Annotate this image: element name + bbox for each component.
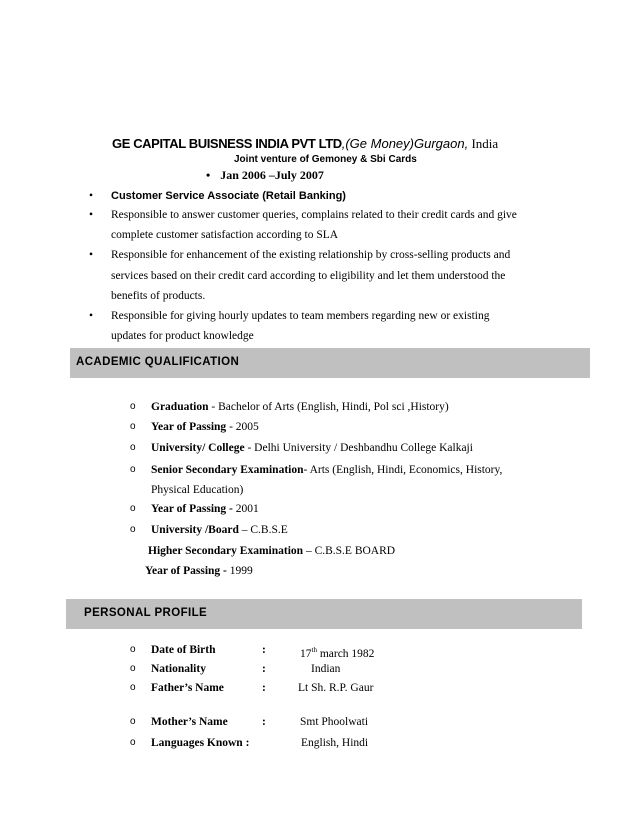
academic-value: - 2005 (226, 421, 259, 433)
academic-extra-line (148, 541, 395, 561)
profile-colon: : (262, 716, 266, 728)
academic-label: Higher Secondary Examination (148, 545, 304, 557)
responsibility-text: Responsible for enhancement of the existing relationship by cross-selling products and (111, 249, 511, 261)
company-name: GE CAPITAL BUISNESS INDIA PVT LTD (112, 136, 342, 151)
academic-label: University /Board (151, 524, 239, 536)
responsibility-text: complete customer satisfaction according to SLA (111, 229, 339, 241)
bullet-icon: • (89, 190, 94, 202)
circle-bullet-icon: o (130, 737, 136, 748)
responsibility-text: benefits of products. (111, 290, 206, 302)
circle-bullet-icon: o (130, 716, 136, 727)
academic-heading-bar (70, 348, 590, 378)
personal-heading: PERSONAL PROFILE (84, 607, 208, 619)
profile-row (130, 678, 430, 698)
profile-value: Lt Sh. R.P. Gaur (298, 682, 374, 694)
academic-value: Physical Education) (151, 484, 244, 496)
circle-bullet-icon: o (130, 524, 136, 535)
academic-value: - Delhi University / Deshbandhu College Kalkaji (244, 442, 473, 454)
profile-label: Mother’s Name (151, 716, 228, 728)
profile-value: 17th march 1982 (300, 646, 375, 660)
academic-value: – C.B.S.E (238, 524, 288, 536)
academic-extra-line (145, 561, 253, 581)
academic-label: Year of Passing - (145, 565, 227, 577)
company-country: India (468, 136, 499, 151)
profile-colon: : (262, 682, 266, 694)
responsibility-text: services based on their credit card according to eligibility and let them understood the (111, 270, 506, 282)
academic-heading: ACADEMIC QUALIFICATION (76, 356, 240, 368)
circle-bullet-icon: o (130, 421, 136, 432)
bullet-icon: • (89, 310, 94, 322)
academic-value: 1999 (226, 565, 253, 577)
profile-row (130, 640, 430, 660)
joint-venture-line: Joint venture of Gemoney & Sbi Cards (234, 154, 417, 165)
circle-bullet-icon: o (130, 401, 136, 412)
academic-value: - Bachelor of Arts (English, Hindi, Pol sci ,History) (208, 401, 449, 413)
profile-value: Indian (311, 663, 341, 675)
profile-label: Date of Birth (151, 644, 216, 656)
role-title: Customer Service Associate (Retail Banking) (111, 190, 346, 202)
profile-value: Smt Phoolwati (300, 716, 369, 728)
profile-row (130, 659, 430, 679)
academic-value: - Arts (English, Hindi, Economics, History, (303, 464, 503, 476)
responsibility-text: Responsible to answer customer queries, complains related to their credit cards and give (111, 209, 517, 221)
circle-bullet-icon: o (130, 682, 136, 693)
responsibility-text: Responsible for giving hourly updates to team members regarding new or existing (111, 310, 490, 322)
academic-value: – C.B.S.E BOARD (303, 545, 396, 557)
academic-label: Year of Passing - (151, 503, 233, 515)
circle-bullet-icon: o (130, 464, 136, 475)
circle-bullet-icon: o (130, 663, 136, 674)
profile-colon: : (262, 663, 266, 675)
academic-label: Senior Secondary Examination (151, 464, 304, 476)
personal-heading-bar (66, 599, 582, 629)
bullet-icon: • (89, 249, 94, 261)
profile-colon: : (262, 644, 266, 656)
academic-label: Year of Passing (151, 421, 227, 433)
responsibility-text: updates for product knowledge (111, 330, 254, 342)
profile-value: English, Hindi (301, 737, 369, 749)
period-text: Jan 2006 –July 2007 (220, 168, 324, 182)
company-location: ,(Ge Money)Gurgaon, (341, 136, 469, 151)
circle-bullet-icon: o (130, 503, 136, 514)
employment-period (206, 168, 324, 183)
profile-label: Father’s Name (151, 682, 224, 694)
company-line (112, 136, 498, 152)
circle-bullet-icon: o (130, 442, 136, 453)
academic-value: 2001 (232, 503, 259, 515)
bullet-icon: • (206, 168, 211, 182)
circle-bullet-icon: o (130, 644, 136, 655)
profile-row (130, 712, 430, 732)
academic-label: University/ College (151, 442, 245, 454)
academic-label: Graduation (151, 401, 209, 413)
bullet-icon: • (89, 209, 94, 221)
profile-label: Nationality (151, 663, 206, 675)
profile-label: Languages Known : (151, 737, 250, 749)
profile-row (130, 733, 430, 753)
